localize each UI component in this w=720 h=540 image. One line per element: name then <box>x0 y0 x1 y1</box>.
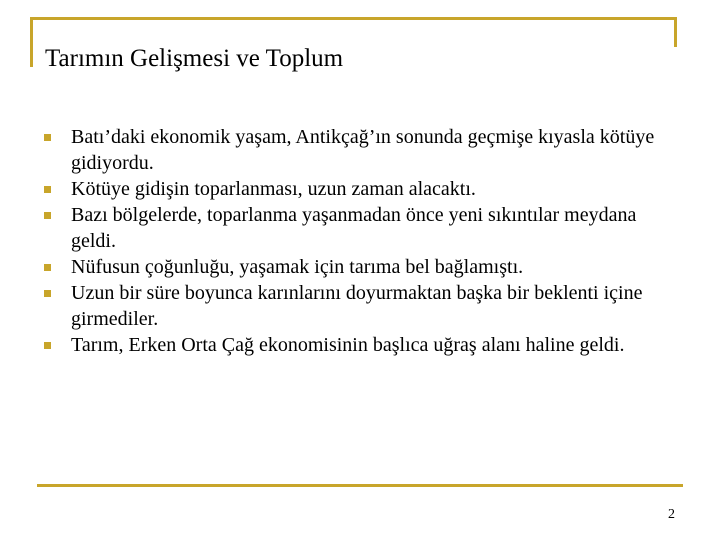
square-bullet-icon <box>44 134 51 141</box>
slide-title: Tarımın Gelişmesi ve Toplum <box>45 45 344 72</box>
bullet-item <box>44 254 684 280</box>
bullet-item <box>44 332 684 358</box>
title-frame-top-rule <box>30 17 677 20</box>
bullet-text: Bazı bölgelerde, toparlanma yaşanmadan önce yeni sıkıntılar meydana geldi. <box>71 204 637 252</box>
square-bullet-icon <box>44 212 51 219</box>
square-bullet-icon <box>44 186 51 193</box>
square-bullet-icon <box>44 264 51 271</box>
bullet-list <box>44 124 684 358</box>
title-frame-left-rule <box>30 17 33 67</box>
bullet-text: Uzun bir süre boyunca karınlarını doyurmaktan başka bir beklenti içine girmediler. <box>71 282 643 330</box>
square-bullet-icon <box>44 342 51 349</box>
bullet-item <box>44 176 684 202</box>
bullet-text: Kötüye gidişin toparlanması, uzun zaman alacaktı. <box>71 178 476 200</box>
footer-rule <box>37 484 683 487</box>
bullet-item <box>44 202 684 254</box>
bullet-text: Tarım, Erken Orta Çağ ekonomisinin başlıca uğraş alanı haline geldi. <box>71 334 625 356</box>
bullet-text: Nüfusun çoğunluğu, yaşamak için tarıma bel bağlamıştı. <box>71 256 524 278</box>
bullet-text: Batı’daki ekonomik yaşam, Antikçağ’ın sonunda geçmişe kıyasla kötüye gidiyordu. <box>71 126 655 174</box>
page-number: 2 <box>668 507 675 522</box>
title-frame-right-rule <box>674 17 677 47</box>
bullet-item <box>44 124 684 176</box>
square-bullet-icon <box>44 290 51 297</box>
bullet-item <box>44 280 684 332</box>
